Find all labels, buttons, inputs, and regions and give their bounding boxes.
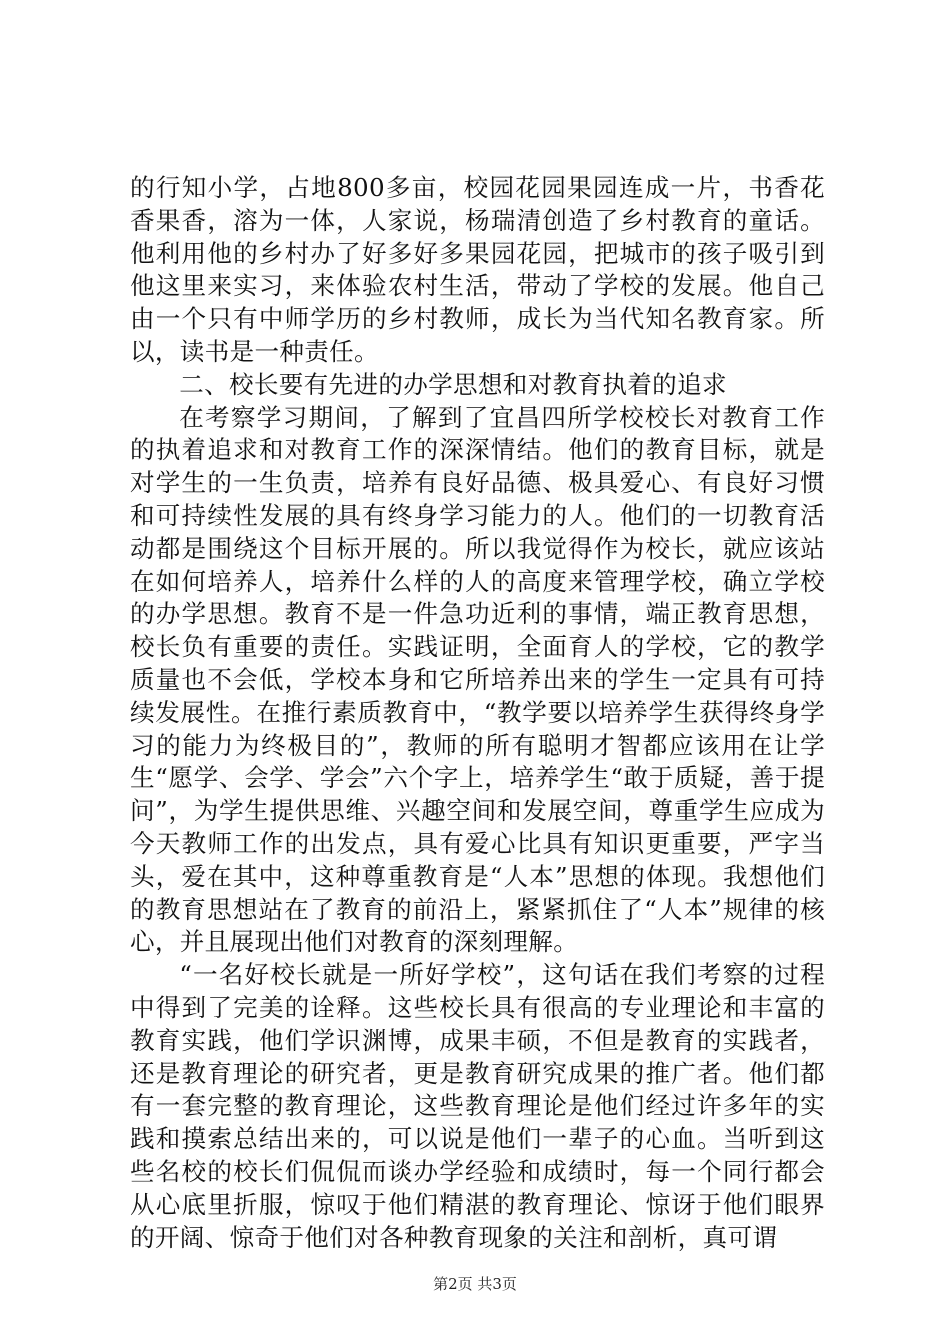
paragraph-continuation: 的行知小学，占地800多亩，校园花园果园连成一片，书香花香果香，溶为一体，人家说，杨瑞清创造了乡村教育的童话。他利用他的乡村办了好多好多果园花园，把城市的孩子吸引到他这里来实习，来体验农村生活，带动了学校的发展。他自己由一个只有中师学历的乡村教师，成长为当代知名教育家。所以，读书是一种责任。 <box>130 173 825 366</box>
document-body <box>130 172 825 1254</box>
paragraph-principal-pursuit: 在考察学习期间，了解到了宜昌四所学校校长对教育工作的执着追求和对教育工作的深深情结。他们的教育目标，就是对学生的一生负责，培养有良好品德、极具爱心、有良好习惯和可持续性发展的具有终身学习能力的人。他们的一切教育活动都是围绕这个目标开展的。所以我觉得作为校长，就应该站在如何培养人，培养什么样的人的高度来管理学校，确立学校的办学思想。教育不是一件急功近利的事情，端正教育思想，校长负有重要的责任。实践证明，全面育人的学校，它的教学质量也不会低，学校本身和它所培养出来的学生一定具有可持续发展性。在推行素质教育中，“教学要以培养学生获得终身学习的能力为终极目的”，教师的所有聪明才智都应该用在让学生“愿学、会学、学会”六个字上，培养学生“敢于质疑，善于提问”，为学生提供思维、兴趣空间和发展空间，尊重学生应成为今天教师工作的出发点，具有爱心比具有知识更重要，严字当头，爱在其中，这种尊重教育是“人本”思想的体现。我想他们的教育思想站在了教育的前沿上，紧紧抓住了“人本”规律的核心，并且展现出他们对教育的深刻理解。 <box>130 402 825 957</box>
paragraph-good-principal: “一名好校长就是一所好学校”，这句话在我们考察的过程中得到了完美的诠释。这些校长具有很高的专业理论和丰富的教育实践，他们学识渊博，成果丰硕，不但是教育的实践者，还是教育理论的研究者，更是教育研究成果的推广者。他们都有一套完整的教育理论，这些教育理论是他们经过许多年的实践和摸索总结出来的，可以说是他们一辈子的心血。当听到这些名校的校长们侃侃而谈办学经验和成绩时，每一个同行都会从心底里折服，惊叹于他们精湛的教育理论、惊讶于他们眼界的开阔、惊奇于他们对各种教育现象的关注和剖析，真可谓 <box>130 960 825 1252</box>
section-heading: 二、校长要有先进的办学思想和对教育执着的追求 <box>179 369 727 399</box>
page-footer: 第2页 共3页 <box>433 1275 517 1293</box>
